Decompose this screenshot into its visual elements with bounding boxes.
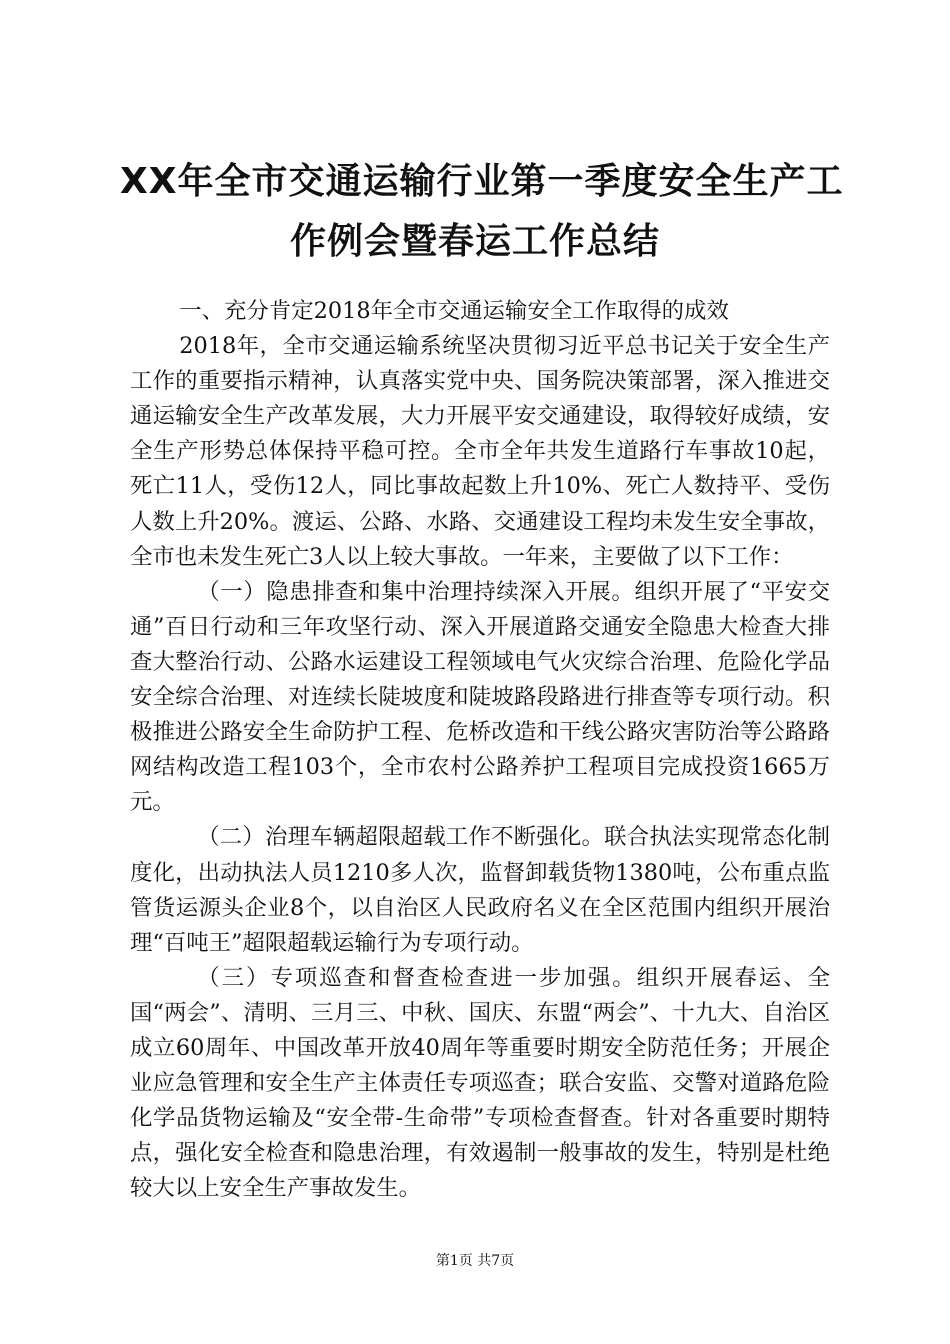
paragraph-hazard-inspection: （一）隐患排查和集中治理持续深入开展。组织开展了“平安交通”百日行动和三年攻坚行动、深入开展道路交通安全隐患大检查大排查大整治行动、公路水运建设工程领域电气火灾综合治理、危险化学品安全综合治理、对连续长陡坡度和陡坡路段路进行排查等专项行动。积极推进公路安全生命防护工程、危桥改造和干线公路灾害防治等公路路网结构改造工程103个，全市农村公路养护工程项目完成投资1665万元。 <box>130 578 830 816</box>
document-title-line-1: XX年全市交通运输行业第一季度安全生产工 <box>120 161 844 202</box>
paragraph-overload-control: （二）治理车辆超限超载工作不断强化。联合执法实现常态化制度化，出动执法人员1210多人次，监督卸载货物1380吨，公布重点监管货运源头企业8个，以自治区人民政府名义在全区范围内组织开展治理“百吨王”超限超载运输行为专项行动。 <box>130 824 830 956</box>
paragraph-summary: 2018年，全市交通运输系统坚决贯彻习近平总书记关于安全生产工作的重要指示精神，认真落实党中央、国务院决策部署，深入推进交通运输安全生产改革发展，大力开展平安交通建设，取得较好成绩，安全生产形势总体保持平稳可控。全市全年共发生道路行车事故10起，死亡11人，受伤12人，同比事故起数上升10%、死亡人数持平、受伤人数上升20%。渡运、公路、水路、交通建设工程均未发生安全事故，全市也未发生死亡3人以上较大事故。一年来，主要做了以下工作： <box>130 333 830 570</box>
section-heading: 一、充分肯定2018年全市交通运输安全工作取得的成效 <box>179 298 729 324</box>
document-body <box>130 294 830 1206</box>
page-number-footer: 第1页 共7页 <box>435 1253 515 1269</box>
document-title-line-2: 作例会暨春运工作总结 <box>289 221 660 262</box>
paragraph-special-inspection: （三）专项巡查和督查检查进一步加强。组织开展春运、全国“两会”、清明、三月三、中秋、国庆、东盟“两会”、十九大、自治区成立60周年、中国改革开放40周年等重要时期安全防范任务；开展企业应急管理和安全生产主体责任专项巡查；联合安监、交警对道路危险化学品货物运输及“安全带-生命带”专项检查督查。针对各重要时期特点，强化安全检查和隐患治理，有效遏制一般事故的发生，特别是杜绝较大以上安全生产事故发生。 <box>130 964 830 1202</box>
